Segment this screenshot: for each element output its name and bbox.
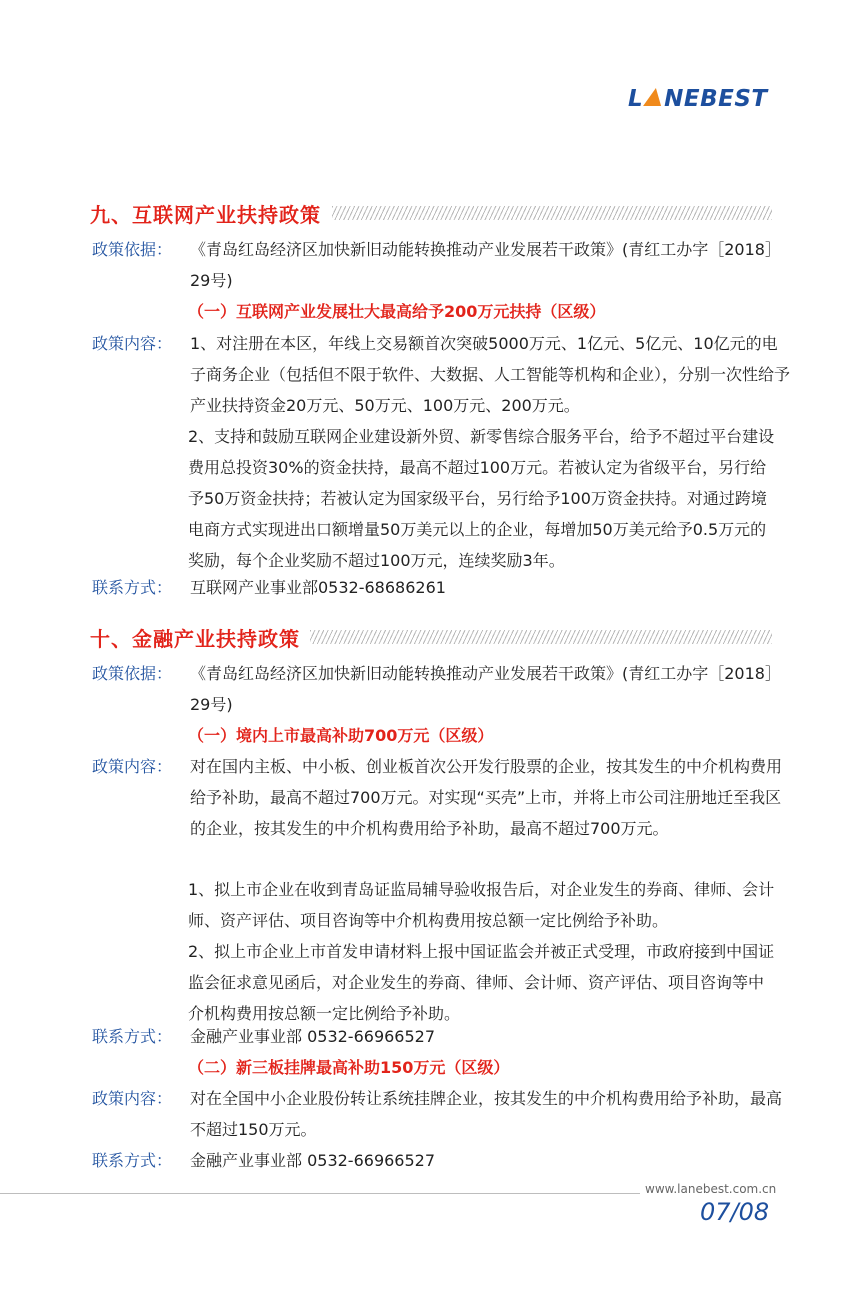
content-paragraph: 2、拟上市企业上市首发申请材料上报中国证监会并被正式受理，市政府接到中国证监会征求意见函后，对企业发生的券商、律师、会计师、资产评估、项目咨询等中介机构费用按总额一定比例给予补助。 (188, 942, 775, 1023)
lanebest-logo (628, 86, 778, 116)
logo-text: NEBEST (664, 86, 768, 112)
footer-divider (0, 1193, 640, 1194)
content-paragraph: 1、拟上市企业在收到青岛证监局辅导验收报告后，对企业发生的券商、律师、会计师、资产评估、项目咨询等中介机构费用按总额一定比例给予补助。 (188, 880, 775, 930)
section-title-finance (90, 622, 300, 652)
contact-label: 联系方式： (92, 1151, 173, 1170)
logo-triangle-icon (643, 88, 665, 106)
sub-heading: （一）互联网产业发展壮大最高给予200万元扶持（区级） (188, 302, 606, 321)
title-hatch-divider (310, 630, 772, 644)
basis-text: 《青岛红岛经济区加快新旧动能转换推动产业发展若干政策》(青红工办字［2018］29号) (190, 664, 781, 714)
content-label: 政策内容： (92, 334, 173, 353)
section-title-internet (90, 198, 321, 228)
contact-text: 互联网产业事业部0532-68686261 (190, 578, 446, 597)
content-row (92, 1083, 792, 1145)
basis-label: 政策依据： (92, 240, 173, 259)
footer-url: www.lanebest.com.cn (645, 1182, 777, 1196)
logo-letter: L (628, 86, 644, 112)
content-paragraph: 1、对注册在本区，年线上交易额首次突破5000万元、1亿元、5亿元、10亿元的电子商务企业（包括但不限于软件、大数据、人工智能等机构和企业），分别一次性给予产业扶持资金20万元、50万元、100万元、200万元。 (190, 334, 791, 415)
section-heading: 九、互联网产业扶持政策 (90, 202, 321, 227)
contact-row (92, 1145, 792, 1176)
title-hatch-divider (332, 206, 772, 220)
sub-heading: （二）新三板挂牌最高补助150万元（区级） (188, 1058, 510, 1077)
content-paragraph: 对在国内主板、中小板、创业板首次公开发行股票的企业，按其发生的中介机构费用给予补助，最高不超过700万元。对实现“买壳”上市，并将上市公司注册地迁至我区的企业，按其发生的中介机构费用给予补助，最高不超过700万元。 (190, 757, 783, 838)
contact-row (92, 1021, 792, 1052)
sub-heading: （一）境内上市最高补助700万元（区级） (188, 726, 494, 745)
content-row (92, 328, 792, 421)
contact-text: 金融产业事业部 0532-66966527 (190, 1151, 436, 1170)
contact-text: 金融产业事业部 0532-66966527 (190, 1027, 436, 1046)
basis-label: 政策依据： (92, 664, 173, 683)
content-row (92, 751, 792, 844)
content-label: 政策内容： (92, 757, 173, 776)
basis-row (92, 234, 792, 296)
page-number: 07/08 (700, 1198, 770, 1226)
basis-row (92, 658, 792, 720)
contact-row (92, 572, 792, 603)
contact-label: 联系方式： (92, 578, 173, 597)
content-paragraph: 对在全国中小企业股份转让系统挂牌企业，按其发生的中介机构费用给予补助，最高不超过150万元。 (190, 1089, 783, 1139)
section-heading: 十、金融产业扶持政策 (90, 626, 300, 651)
basis-text: 《青岛红岛经济区加快新旧动能转换推动产业发展若干政策》(青红工办字［2018］29号) (190, 240, 781, 290)
content-paragraph: 2、支持和鼓励互联网企业建设新外贸、新零售综合服务平台，给予不超过平台建设费用总投资30%的资金扶持，最高不超过100万元。若被认定为省级平台，另行给予50万资金扶持；若被认定为国家级平台，另行给予100万资金扶持。对通过跨境电商方式实现进出口额增量50万美元以上的企业，每增加50万美元给予0.5万元的奖励，每个企业奖励不超过100万元，连续奖励3年。 (188, 427, 775, 570)
content-label: 政策内容： (92, 1089, 173, 1108)
contact-label: 联系方式： (92, 1027, 173, 1046)
